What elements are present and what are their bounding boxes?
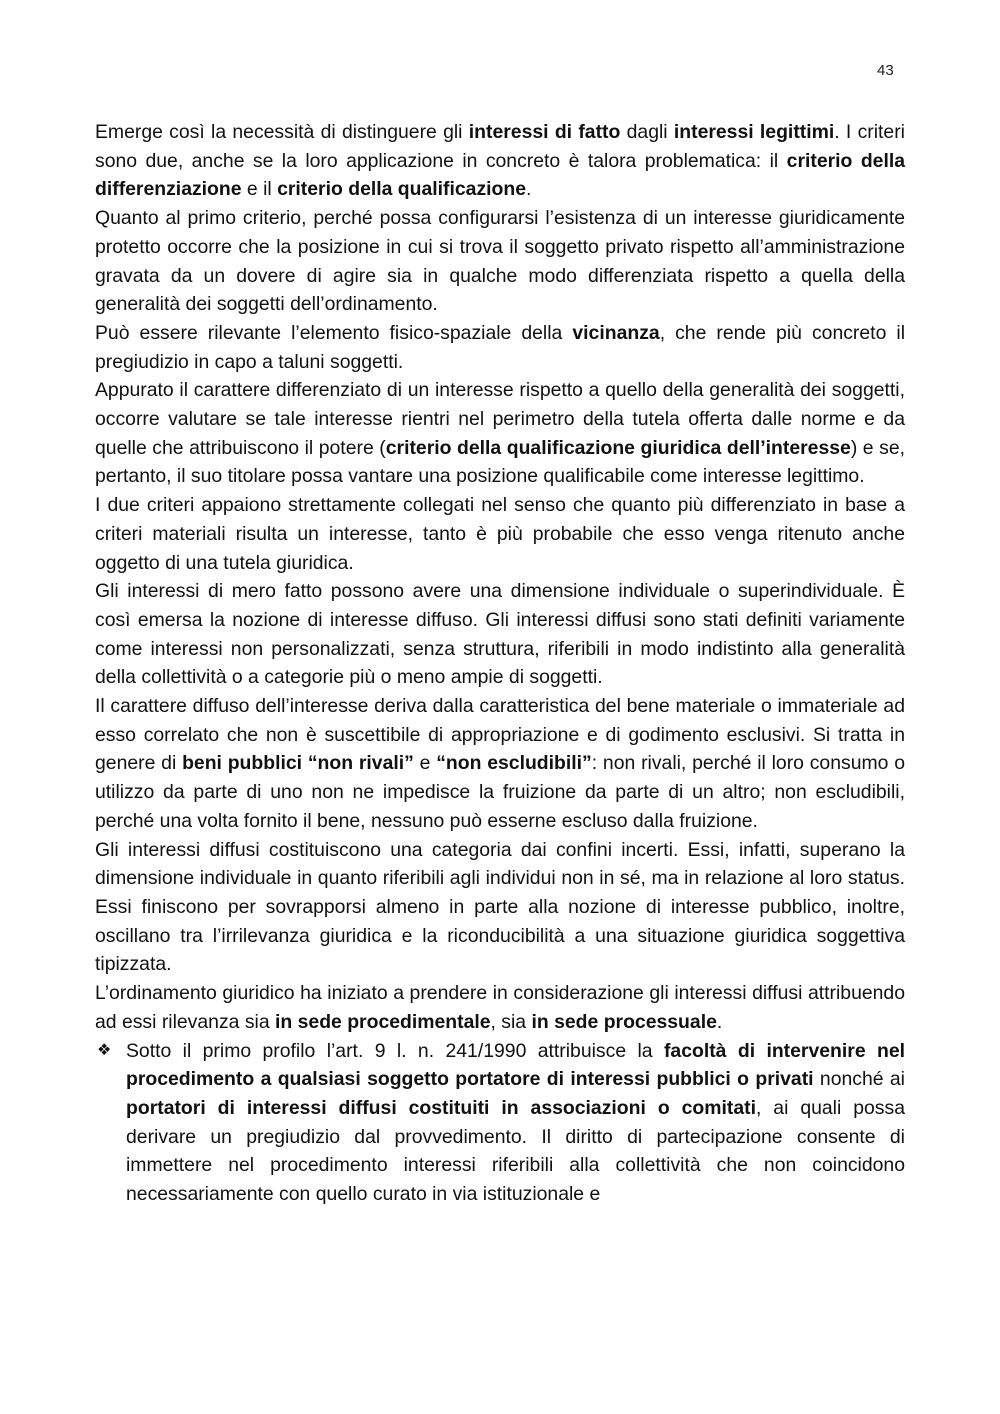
text-run: Gli interessi diffusi costituiscono una categoria dai confini incerti. Essi, infatti, superano la dimensione individuale in quanto riferibili agli individui non in sé, ma in relazione al loro status. Essi finiscono per sovrapporsi almeno in parte alla nozione di interesse pubblico, inoltre, oscillano tra l’irrilevanza giuridica e la riconducibilità a una situazione giuridica soggettiva tipizzata. xyxy=(95,838,905,976)
paragraph xyxy=(95,577,905,692)
paragraph xyxy=(95,118,905,204)
bold-text: interessi legittimi xyxy=(673,121,835,143)
paragraph xyxy=(95,376,905,491)
text-run: Può essere rilevante l’elemento fisico-spaziale della xyxy=(95,321,573,344)
paragraph xyxy=(95,836,905,980)
text-run: I due criteri appaiono strettamente collegati nel senso che quanto più differenziato in base a criteri materiali risulta un interesse, tanto è più probabile che esso venga ritenuto anche oggetto di una tutela giuridica. xyxy=(95,494,905,574)
text-run: L’ordinamento giuridico ha iniziato a prendere in considerazione gli interessi diffusi attribuendo ad essi rilevanza sia xyxy=(95,982,905,1033)
bold-text: in sede processuale xyxy=(531,1010,717,1033)
text-run: Appurato il carattere differenziato di un interesse rispetto a quello della generalità dei soggetti, occorre valutare se tale interesse rientri nel perimetro della tutela offerta dalle norme e da quelle che attribuiscono il potere ( xyxy=(95,379,905,459)
text-run: nonché ai xyxy=(813,1068,905,1091)
text-run: , che rende più concreto il pregiudizio in capo a taluni soggetti. xyxy=(95,321,906,373)
paragraph xyxy=(95,204,905,319)
text-run: . I criteri sono due, anche se la loro applicazione in concreto è talora problematica: il xyxy=(95,121,905,172)
text-run: Emerge così la necessità di distinguere gli xyxy=(95,121,469,143)
page-body xyxy=(95,118,905,1209)
text-run: , sia xyxy=(490,1010,532,1033)
text-run: Gli interessi di mero fatto possono avere una dimensione individuale o superindividuale. È così emersa la nozione di interesse diffuso. Gli interessi diffusi sono stati definiti variamente come interessi non personalizzati, senza struttura, riferibili in modo indistinto alla generalità della collettività o a categorie più o meno ampie di soggetti. xyxy=(95,580,905,689)
bold-text: criterio della differenziazione xyxy=(95,149,906,201)
text-run: Quanto al primo criterio, perché possa configurarsi l’esistenza di un interesse giuridicamente protetto occorre che la posizione in cui si trova il soggetto privato rispetto all’amministrazione gravata da un dovere di agire sia in qualche modo differenziata rispetto a quella della generalità dei soggetti dell’ordinamento. xyxy=(95,207,905,316)
text-run: Il carattere diffuso dell’interesse deriva dalla caratteristica del bene materiale o immateriale ad esso correlato che non è suscettibile di appropriazione e di godimento esclusivi. Si tratta in genere di xyxy=(95,695,905,775)
text-run: : non rivali, perché il loro consumo o utilizzo da parte di uno non ne impedisce la fruizione da parte di un altro; non escludibili, perché una volta fornito il bene, nessuno può esserne escluso dalla fruizione. xyxy=(95,752,905,832)
text-run: ) e se, pertanto, il suo titolare possa vantare una posizione qualificabile come interesse legittimo. xyxy=(95,436,906,488)
bold-text: beni pubblici “non rivali” xyxy=(182,752,414,775)
page-number: 43 xyxy=(877,62,894,79)
bullet-list-item xyxy=(95,1037,905,1209)
bold-text: vicinanza xyxy=(572,321,660,344)
text-run: e il xyxy=(241,178,278,201)
bold-text: criterio della qualificazione giuridica dell’interesse xyxy=(385,436,851,459)
paragraph xyxy=(95,692,905,836)
text-run: Sotto il primo profilo l’art. 9 l. n. 241/1990 attribuisce la xyxy=(126,1039,664,1062)
paragraph xyxy=(95,491,905,577)
text-run: . xyxy=(526,178,532,201)
bold-text: “non escludibili” xyxy=(436,752,592,775)
bold-text: facoltà di intervenire nel procedimento a qualsiasi soggetto portatore di interessi pubblici o privati xyxy=(126,1039,905,1091)
text-run: , ai quali possa derivare un pregiudizio dal provvedimento. Il diritto di partecipazione consente di immettere nel procedimento interessi riferibili alla collettività che non coincidono necessariamente con quello curato in via istituzionale e xyxy=(126,1096,905,1206)
bold-text: portatori di interessi diffusi costituiti in associazioni o comitati xyxy=(126,1096,756,1119)
text-run: e xyxy=(413,752,437,775)
bold-text: in sede procedimentale xyxy=(275,1010,491,1033)
paragraph xyxy=(95,979,905,1036)
paragraph xyxy=(95,319,905,376)
text-run: dagli xyxy=(620,121,674,143)
diamond-bullet-icon: ❖ xyxy=(97,1041,112,1059)
text-run: . xyxy=(716,1010,723,1033)
bold-text: criterio della qualificazione xyxy=(277,178,527,201)
bold-text: interessi di fatto xyxy=(468,121,621,143)
